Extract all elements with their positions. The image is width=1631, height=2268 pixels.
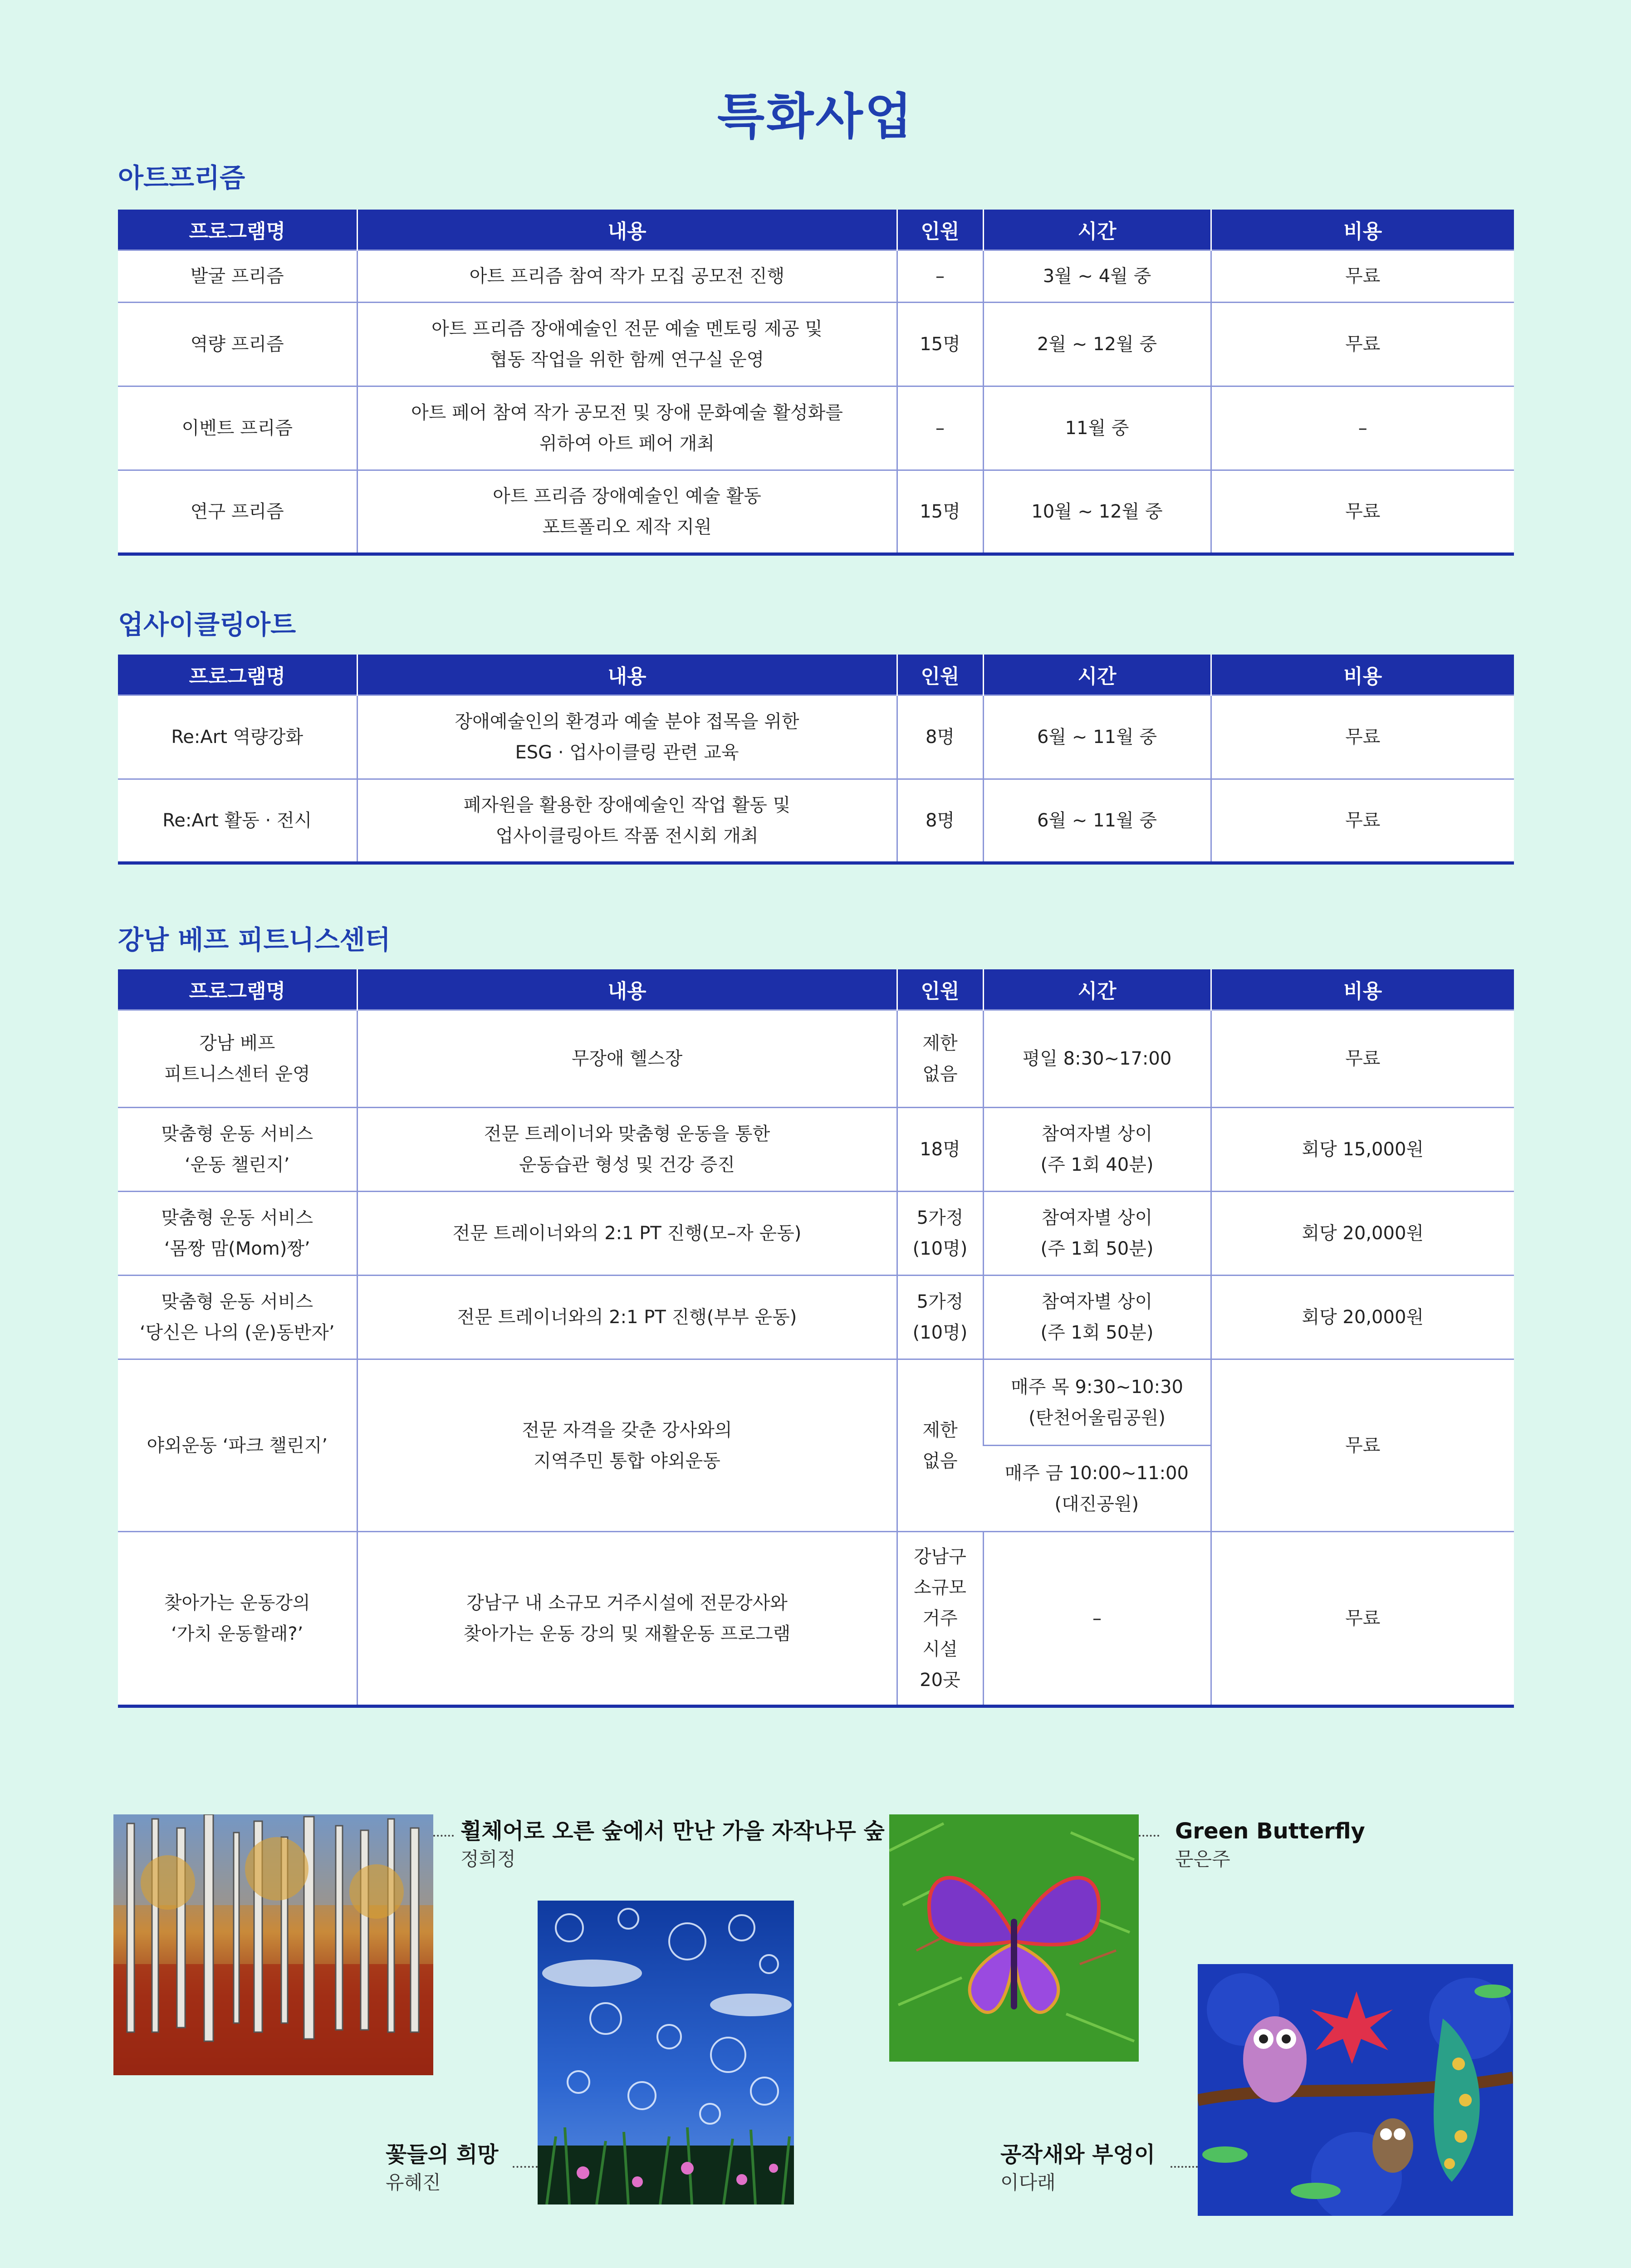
table-row [118, 470, 1514, 554]
cell-text: 무료 [1345, 501, 1381, 522]
cell-text: 없음 [922, 1064, 958, 1085]
cell-text: 무료 [1345, 727, 1381, 748]
cell-text: 무료 [1345, 334, 1381, 355]
cell-text: 협동 작업을 위한 함께 연구실 운영 [490, 349, 764, 370]
artwork-artist: 유혜진 [386, 2171, 441, 2194]
cell-text: 야외운동 ‘파크 챌린지’ [147, 1435, 328, 1456]
bubbles-flowers-painting-icon [538, 1901, 794, 2204]
cell-text: (주 1회 50분) [1040, 1322, 1154, 1343]
cell-content [357, 1276, 897, 1359]
cell-text: (주 1회 40분) [1040, 1154, 1154, 1175]
cell-cost [1211, 695, 1514, 779]
cell-text: 8명 [925, 810, 955, 831]
cell-text: 찾아가는 운동강의 [164, 1593, 310, 1613]
cell-text: 20곳 [920, 1670, 960, 1691]
cell-text: – [935, 418, 945, 439]
cell-text: 업사이클링아트 작품 전시회 개최 [495, 826, 759, 846]
cell-text: 참여자별 상이 [1041, 1291, 1153, 1312]
artwork-title: Green Butterfly [1175, 1818, 1365, 1844]
cell-text: 회당 20,000원 [1302, 1223, 1424, 1244]
table-row [118, 1359, 1514, 1446]
cell-time [983, 386, 1211, 470]
caption-leader [1171, 2166, 1198, 2168]
cell-people [897, 1010, 983, 1108]
cell-text: 무료 [1345, 810, 1381, 831]
cell-text: 6월 ~ 11월 중 [1037, 810, 1157, 831]
cell-text: Re:Art 활동 · 전시 [162, 810, 312, 831]
cell-text: – [1092, 1608, 1102, 1629]
cell-time [983, 1359, 1211, 1446]
table-header-row [118, 210, 1514, 250]
cell-text: 2월 ~ 12월 중 [1037, 334, 1157, 355]
cell-time [983, 470, 1211, 554]
cell-time [983, 1276, 1211, 1359]
cell-people [897, 779, 983, 863]
artwork-title: 꽃들의 희망 [386, 2142, 499, 2167]
cell-content [357, 1010, 897, 1108]
cell-text: 무료 [1345, 1608, 1381, 1629]
cell-content [357, 386, 897, 470]
cell-text: 역량 프리즘 [190, 334, 284, 355]
cell-text: 무료 [1345, 266, 1381, 287]
cell-content [357, 779, 897, 863]
artwork-caption [460, 1817, 885, 1873]
cell-cost [1211, 1192, 1514, 1276]
caption-leader [513, 2166, 538, 2168]
header-program: 프로그램명 [118, 210, 357, 250]
table-header-row [118, 969, 1514, 1010]
cell-text: 운동습관 형성 및 건강 증진 [519, 1154, 735, 1175]
cell-text: 강남구 [914, 1546, 966, 1567]
cell-cost [1211, 470, 1514, 554]
header-people: 인원 [897, 210, 983, 250]
cell-text: 참여자별 상이 [1041, 1207, 1153, 1228]
header-content: 내용 [357, 655, 897, 695]
artwork-caption [1000, 2140, 1155, 2196]
cell-text: 장애예술인의 환경과 예술 분야 접목을 위한 [455, 711, 799, 732]
cell-text: 발굴 프리즘 [190, 266, 284, 287]
cell-text: 5가정 [916, 1291, 964, 1312]
artwork-artist: 이다래 [1000, 2171, 1056, 2194]
cell-text: 폐자원을 활용한 장애예술인 작업 활동 및 [463, 795, 791, 816]
table-row [118, 1532, 1514, 1706]
table-row [118, 386, 1514, 470]
cell-text: 강남 베프 [199, 1033, 275, 1054]
artwork-caption [386, 2140, 499, 2196]
header-cost: 비용 [1211, 655, 1514, 695]
header-program: 프로그램명 [118, 969, 357, 1010]
cell-people [897, 386, 983, 470]
table-art-prism [118, 210, 1514, 556]
cell-text: 이벤트 프리즘 [181, 418, 293, 439]
cell-text: 무료 [1345, 1048, 1381, 1069]
cell-cost [1211, 250, 1514, 303]
cell-program [118, 303, 357, 386]
cell-time [983, 1108, 1211, 1192]
cell-content [357, 250, 897, 303]
cell-text: 아트 페어 참여 작가 공모전 및 장애 문화예술 활성화를 [411, 402, 843, 423]
cell-text: 연구 프리즘 [190, 501, 284, 522]
cell-text: 전문 자격을 갖춘 강사와의 [522, 1419, 732, 1441]
cell-text: 5가정 [916, 1207, 964, 1228]
header-cost: 비용 [1211, 210, 1514, 250]
cell-cost [1211, 779, 1514, 863]
header-content: 내용 [357, 210, 897, 250]
cell-text: 참여자별 상이 [1041, 1124, 1153, 1144]
cell-text: (10명) [912, 1238, 968, 1259]
butterfly-painting-icon [889, 1814, 1139, 2062]
header-time: 시간 [983, 210, 1211, 250]
cell-program [118, 695, 357, 779]
cell-content [357, 1532, 897, 1706]
cell-text: 시설 [922, 1639, 958, 1660]
peacock-owl-painting-icon [1198, 1964, 1513, 2216]
cell-people [897, 1192, 983, 1276]
cell-text: ESG · 업사이클링 관련 교육 [515, 742, 739, 763]
table-header-row [118, 655, 1514, 695]
cell-cost [1211, 1108, 1514, 1192]
cell-text: (10명) [912, 1322, 968, 1343]
table-upcycling-art [118, 655, 1514, 865]
cell-people [897, 1532, 983, 1706]
artwork-artist: 정희정 [460, 1848, 516, 1870]
header-content: 내용 [357, 969, 897, 1010]
cell-text: (대진공원) [1054, 1493, 1139, 1515]
cell-people [897, 250, 983, 303]
cell-time [983, 779, 1211, 863]
cell-people [897, 470, 983, 554]
cell-text: ‘가치 운동할래?’ [171, 1623, 304, 1644]
cell-time [983, 303, 1211, 386]
cell-cost [1211, 1359, 1514, 1532]
table-row [118, 250, 1514, 303]
cell-time [983, 1010, 1211, 1108]
section-title-fitness-center: 강남 베프 피트니스센터 [118, 924, 391, 955]
cell-content [357, 1108, 897, 1192]
cell-text: 회당 20,000원 [1302, 1307, 1424, 1328]
cell-content [357, 695, 897, 779]
cell-text: 10월 ~ 12월 중 [1031, 501, 1163, 522]
cell-text: 포트폴리오 제작 지원 [542, 517, 712, 538]
cell-people [897, 1108, 983, 1192]
caption-leader [433, 1835, 454, 1837]
cell-time [983, 695, 1211, 779]
caption-leader [1139, 1835, 1159, 1837]
cell-program [118, 1276, 357, 1359]
cell-text: – [1358, 418, 1367, 439]
cell-time [983, 1532, 1211, 1706]
cell-cost [1211, 1276, 1514, 1359]
section-title-upcycling-art: 업사이클링아트 [118, 609, 296, 640]
table-row [118, 1010, 1514, 1108]
cell-text: Re:Art 역량강화 [171, 727, 304, 748]
cell-people [897, 695, 983, 779]
cell-time [983, 250, 1211, 303]
cell-program [118, 1010, 357, 1108]
cell-program [118, 470, 357, 554]
cell-cost [1211, 386, 1514, 470]
cell-program [118, 250, 357, 303]
cell-text: 거주 [922, 1608, 958, 1629]
cell-text: 강남구 내 소규모 거주시설에 전문강사와 [466, 1593, 788, 1613]
cell-program [118, 1359, 357, 1532]
cell-content [357, 1192, 897, 1276]
cell-text: 8명 [925, 727, 955, 748]
cell-text: 소규모 [914, 1577, 966, 1598]
cell-text: (탄천어울림공원) [1029, 1407, 1166, 1428]
cell-program [118, 779, 357, 863]
table-row [118, 1192, 1514, 1276]
cell-program [118, 386, 357, 470]
cell-text: 아트 프리즘 장애예술인 전문 예술 멘토링 제공 및 [431, 318, 823, 339]
header-people: 인원 [897, 655, 983, 695]
header-program: 프로그램명 [118, 655, 357, 695]
cell-program [118, 1192, 357, 1276]
cell-cost [1211, 303, 1514, 386]
cell-text: ‘몸짱 맘(Mom)짱’ [164, 1238, 310, 1259]
cell-text: 3월 ~ 4월 중 [1043, 266, 1151, 287]
cell-text: 지역주민 통합 야외운동 [534, 1450, 720, 1471]
cell-text: 매주 목 9:30~10:30 [1011, 1376, 1183, 1398]
page-title: 특화사업 [717, 88, 914, 145]
table-row [118, 303, 1514, 386]
cell-text: 위하여 아트 페어 개최 [539, 433, 715, 454]
birch-forest-painting-icon [113, 1814, 433, 2075]
artwork-caption [1175, 1817, 1365, 1873]
cell-text: (주 1회 50분) [1040, 1238, 1154, 1259]
artwork-title: 공작새와 부엉이 [1000, 2142, 1156, 2167]
cell-text: 무장애 헬스장 [571, 1048, 683, 1069]
artwork-artist: 문은주 [1175, 1848, 1230, 1870]
cell-text: 매주 금 10:00~11:00 [1004, 1462, 1189, 1484]
cell-text: 무료 [1345, 1435, 1381, 1456]
cell-text: 찾아가는 운동 강의 및 재활운동 프로그램 [463, 1623, 791, 1644]
table-row [118, 695, 1514, 779]
section-title-art-prism: 아트프리즘 [118, 162, 245, 193]
table-row [118, 1108, 1514, 1192]
table-row [118, 779, 1514, 863]
cell-text: 아트 프리즘 장애예술인 예술 활동 [493, 486, 761, 507]
cell-text: 제한 [922, 1419, 958, 1441]
cell-text: 15명 [920, 334, 960, 355]
cell-text: 맞춤형 운동 서비스 [161, 1207, 313, 1228]
cell-people [897, 1276, 983, 1359]
cell-text: 전문 트레이너와의 2:1 PT 진행(부부 운동) [457, 1307, 797, 1328]
artwork-title: 휠체어로 오른 숲에서 만난 가을 자작나무 숲 [460, 1818, 885, 1844]
cell-people [897, 303, 983, 386]
cell-content [357, 470, 897, 554]
cell-text: ‘당신은 나의 (운)동반자’ [139, 1322, 335, 1343]
cell-text: 회당 15,000원 [1302, 1139, 1424, 1160]
header-time: 시간 [983, 969, 1211, 1010]
cell-text: 맞춤형 운동 서비스 [161, 1124, 313, 1144]
header-time: 시간 [983, 655, 1211, 695]
table-fitness-center [118, 969, 1514, 1708]
header-cost: 비용 [1211, 969, 1514, 1010]
cell-text: 평일 8:30~17:00 [1022, 1048, 1172, 1069]
header-people: 인원 [897, 969, 983, 1010]
cell-content [357, 303, 897, 386]
cell-text: 없음 [922, 1450, 958, 1471]
table-row [118, 1276, 1514, 1359]
cell-text: 전문 트레이너와 맞춤형 운동을 통한 [484, 1124, 770, 1144]
cell-time [983, 1192, 1211, 1276]
cell-cost [1211, 1532, 1514, 1706]
cell-text: 아트 프리즘 참여 작가 모집 공모전 진행 [469, 266, 785, 287]
cell-text: 제한 [922, 1033, 958, 1054]
cell-text: 맞춤형 운동 서비스 [161, 1291, 313, 1312]
cell-content [357, 1359, 897, 1532]
cell-time [983, 1446, 1211, 1532]
cell-program [118, 1108, 357, 1192]
cell-text: 15명 [920, 501, 960, 522]
cell-text: ‘운동 챌린지’ [185, 1154, 290, 1175]
cell-text: 11월 중 [1065, 418, 1129, 439]
cell-text: 피트니스센터 운영 [164, 1064, 310, 1085]
cell-text: – [935, 266, 945, 287]
cell-people [897, 1359, 983, 1532]
cell-text: 전문 트레이너와의 2:1 PT 진행(모–자 운동) [452, 1223, 802, 1244]
cell-cost [1211, 1010, 1514, 1108]
cell-text: 6월 ~ 11월 중 [1037, 727, 1157, 748]
cell-program [118, 1532, 357, 1706]
cell-text: 18명 [920, 1139, 960, 1160]
